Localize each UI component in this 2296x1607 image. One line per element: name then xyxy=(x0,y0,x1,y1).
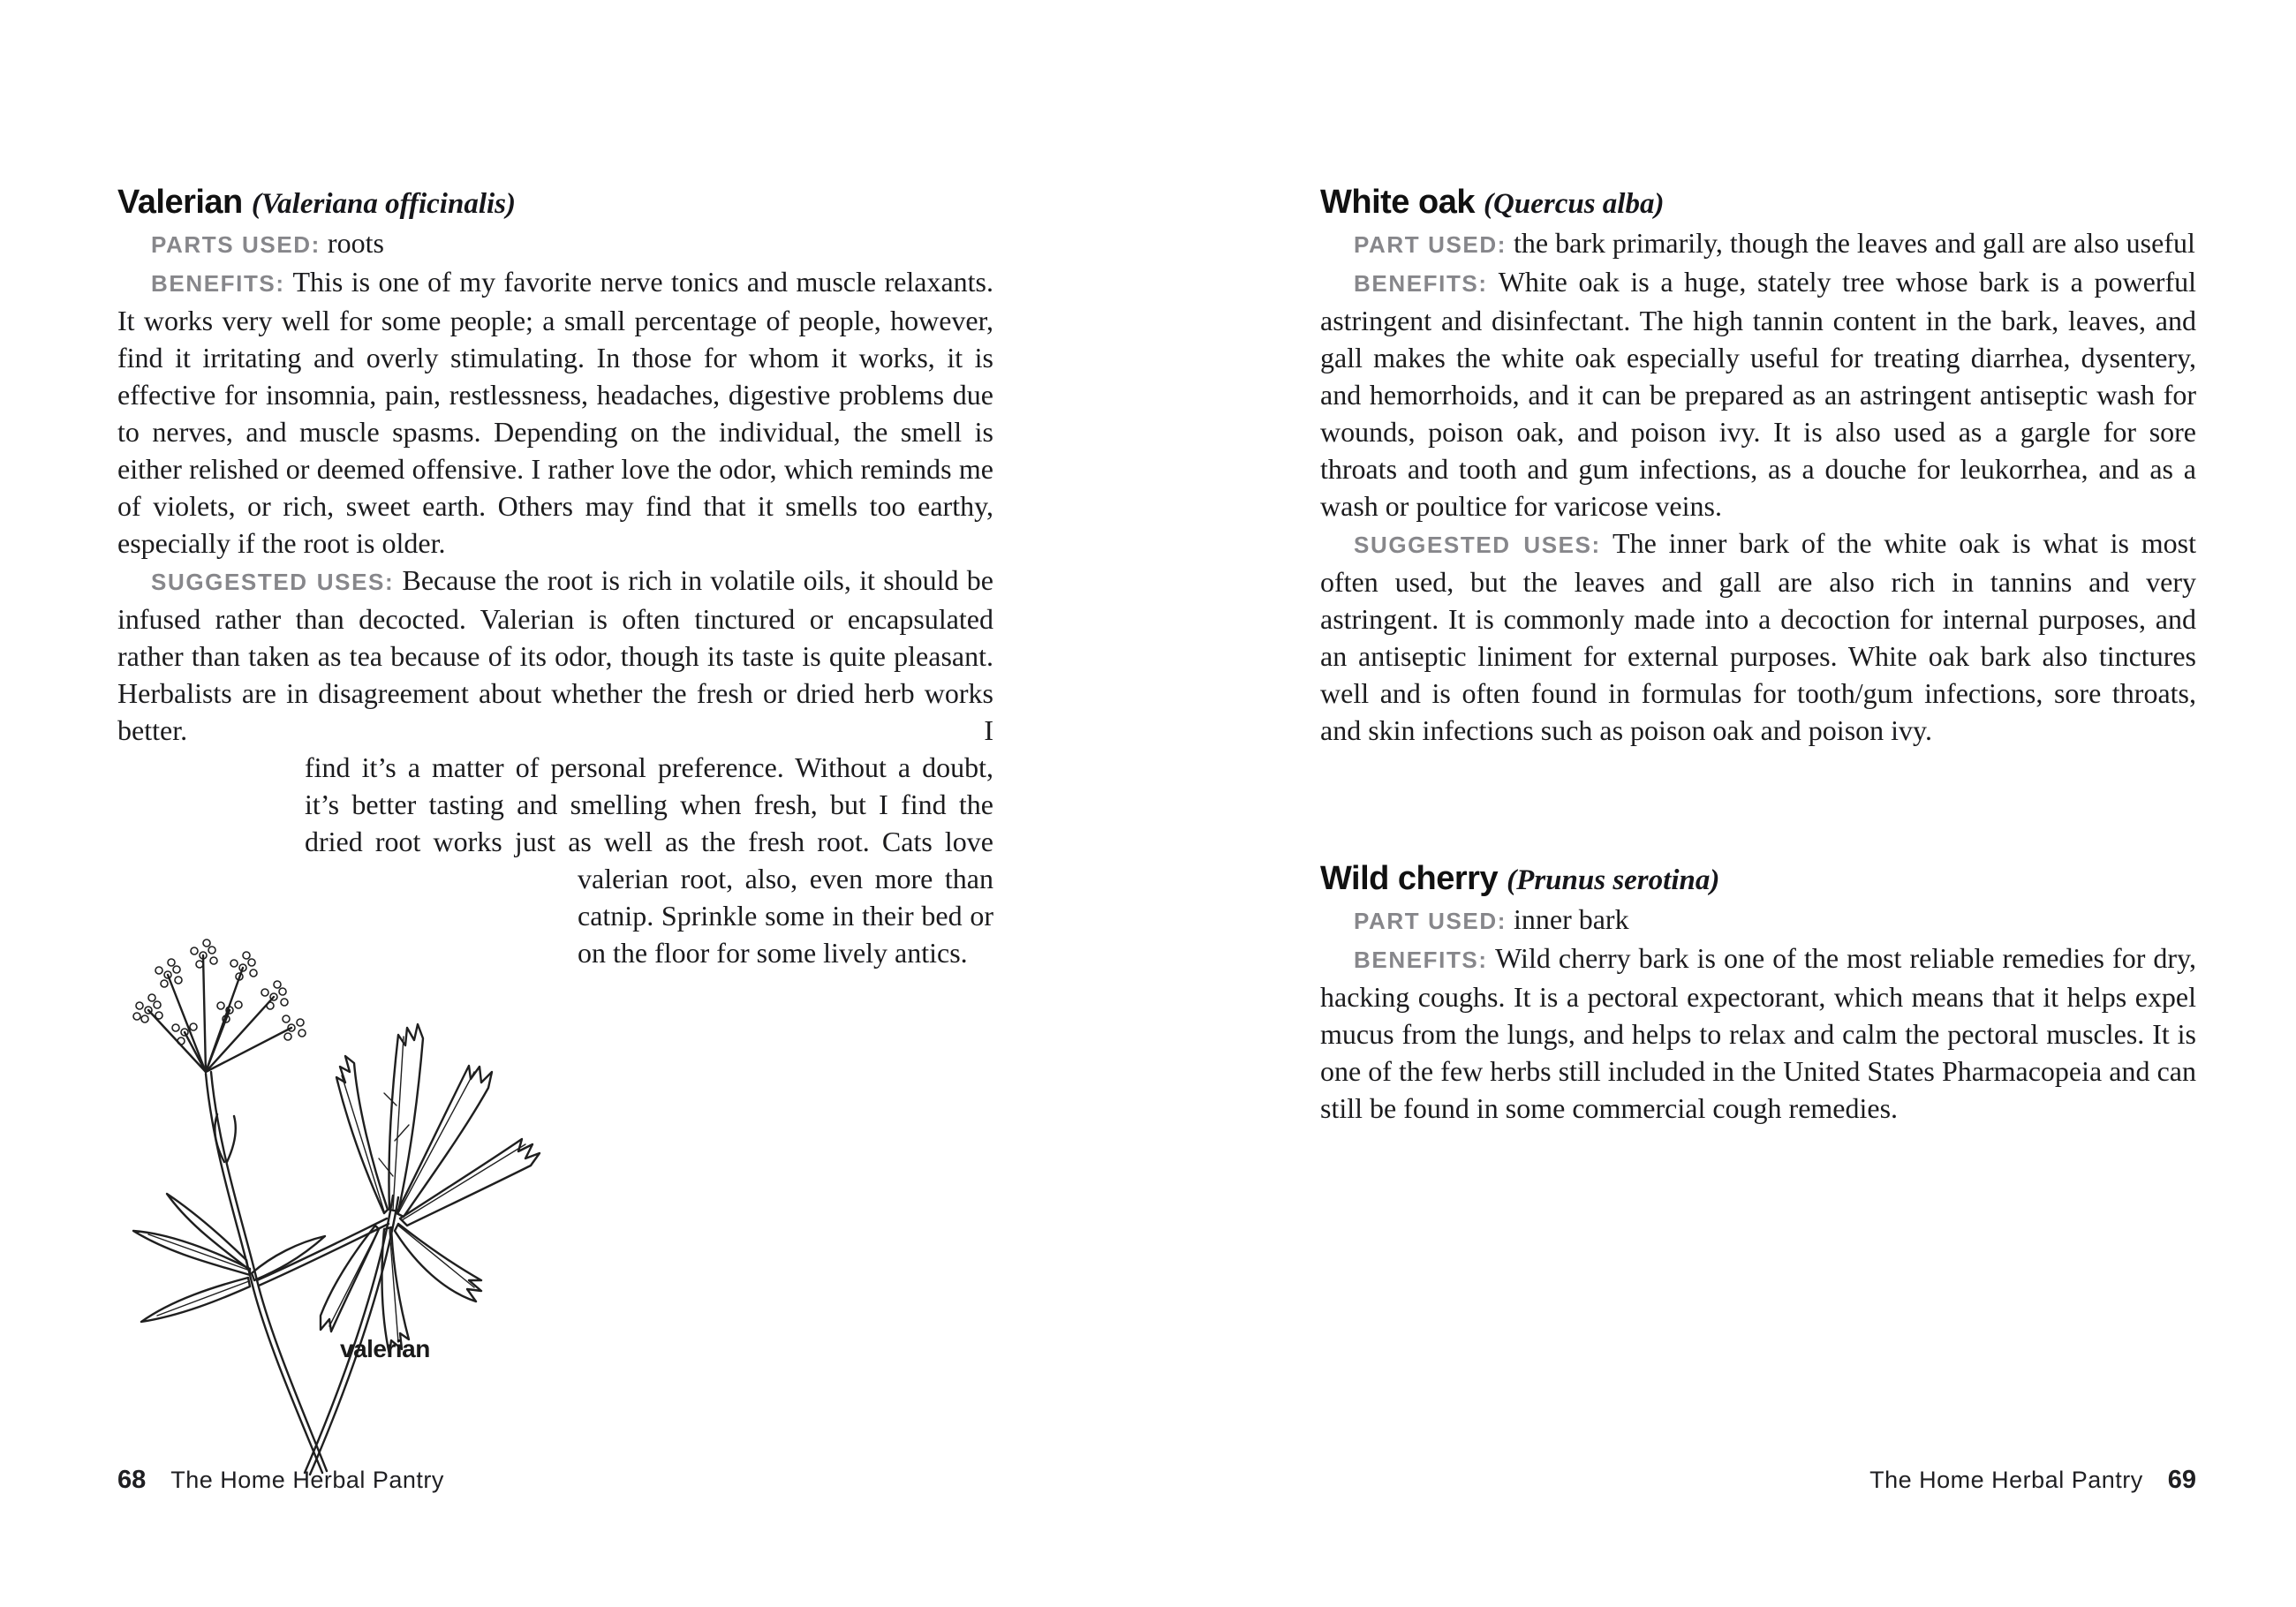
left-page xyxy=(117,0,993,1607)
left-page-footer xyxy=(117,1466,993,1495)
suggested-uses-text: The inner bark of the white oak is what is most often used, but the leaves and gall are also rich in tannins and very astringent. It is commonly made into a decoction for internal purposes, and an antiseptic liniment for external purposes. White oak bark also tinctures well and is often found in formulas for tooth/gum infections, sore throats, and skin infections such as poison oak and poison ivy. xyxy=(1320,527,2197,746)
part-used-paragraph xyxy=(1320,224,2196,263)
herb-name: Valerian xyxy=(117,184,243,221)
left-page-content xyxy=(117,0,993,971)
page-number: 68 xyxy=(117,1466,147,1494)
parts-used-paragraph xyxy=(117,224,993,263)
benefits-label: BENEFITS: xyxy=(1354,270,1488,297)
benefits-paragraph xyxy=(1320,939,2196,1127)
suggested-uses-label: SUGGESTED USES: xyxy=(151,569,395,595)
leaf-stalk xyxy=(257,1218,389,1286)
suggested-uses-paragraph xyxy=(1320,524,2196,749)
entry-heading-white-oak xyxy=(1320,182,2196,224)
benefits-text: Wild cherry bark is one of the most reliable remedies for dry, hacking coughs. It is a pectoral expectorant, which means that it helps expel mucus from the lungs, and helps to relax and calm the pectoral muscles. It is one of the few herbs still included in the United States Pharmacopeia and can still be found in some commercial cough remedies. xyxy=(1320,942,2197,1124)
part-used-text: inner bark xyxy=(1513,903,1629,935)
narrow-leaves xyxy=(133,1194,325,1322)
stem-bract xyxy=(215,1114,235,1162)
benefits-text: This is one of my favorite nerve tonics and muscle relaxants. It works very well for some people; a small percentage of people, however, find it irritating and overly stimulating. In those for whom it works, it is effective for insomnia, pain, restlessness, headaches, digestive problems due to nerves, and muscle spasms. Depending on the individual, the smell is either relished or deemed offensive. I rather love the odor, which reminds me of violets, or rich, sweet earth. Others may find that it smells too earthy, especially if the root is older. xyxy=(117,266,994,559)
part-used-paragraph xyxy=(1320,901,2196,939)
herb-latin-name: (Quercus alba) xyxy=(1484,188,1665,220)
part-used-label: PART USED: xyxy=(1354,231,1507,258)
entry-heading-wild-cherry xyxy=(1320,858,2196,901)
parts-used-text: roots xyxy=(327,227,384,259)
benefits-paragraph xyxy=(117,263,993,562)
herb-name: White oak xyxy=(1320,184,1475,221)
benefits-paragraph xyxy=(1320,263,2196,524)
benefits-label: BENEFITS: xyxy=(151,270,285,297)
herb-name: Wild cherry xyxy=(1320,860,1499,897)
herb-latin-name: (Prunus serotina) xyxy=(1507,864,1720,896)
illustration-caption: valerian xyxy=(340,1335,430,1362)
main-stem xyxy=(206,1072,327,1473)
suggested-uses-label: SUGGESTED USES: xyxy=(1354,532,1601,558)
benefits-label: BENEFITS: xyxy=(1354,947,1488,973)
part-used-text: the bark primarily, though the leaves and gall are also useful xyxy=(1513,227,2195,259)
wrap-spacer-2 xyxy=(117,860,578,1047)
suggested-uses-text-wrapped: find it’s a matter of personal preference. Without a doubt, it’s better tasting and smelling when fresh, but I find the dried root works just as well as the fresh root. Cats love valerian root, also, even more than catnip. Sprinkle some in their bed or on the floor for some lively antics. xyxy=(305,751,993,969)
text-wrap-around-illustration xyxy=(117,749,993,971)
leaflet-veins xyxy=(329,1037,525,1342)
right-page xyxy=(1320,0,2196,1607)
page-number: 69 xyxy=(2167,1466,2196,1494)
wrap-spacer-1 xyxy=(117,749,305,860)
entry-heading-valerian xyxy=(117,182,993,224)
right-page-content xyxy=(1320,0,2196,1127)
right-page-footer xyxy=(1320,1466,2196,1495)
benefits-text: White oak is a huge, stately tree whose bark is a powerful astringent and disinfectant. The high tannin content in the bark, leaves, and gall makes the white oak especially useful for treating diarrhea, dysentery, and hemorrhoids, and it can be prepared as an astringent antiseptic wash for wounds, poison oak, and poison ivy. It is also used as a gargle for sore throats and tooth and gum infections, as a douche for leukorrhea, and as a wash or poultice for varicose veins. xyxy=(1320,266,2197,522)
part-used-label: PART USED: xyxy=(1354,908,1507,934)
herb-latin-name: (Valeriana officinalis) xyxy=(251,188,516,220)
running-title: The Home Herbal Pantry xyxy=(170,1467,444,1493)
suggested-uses-paragraph xyxy=(117,562,993,749)
parts-used-label: PARTS USED: xyxy=(151,231,321,258)
suggested-uses-text-start: Because the root is rich in volatile oils, it should be infused rather than decocted. Valerian is often tinctured or encapsulated rather than taken as tea because of its odor, though its taste is quite pleasant. Herbalists are in disagreement about whether the fresh or dried herb works better. I xyxy=(117,564,994,746)
pinnate-leaflets xyxy=(321,1024,540,1354)
running-title: The Home Herbal Pantry xyxy=(1869,1467,2143,1493)
